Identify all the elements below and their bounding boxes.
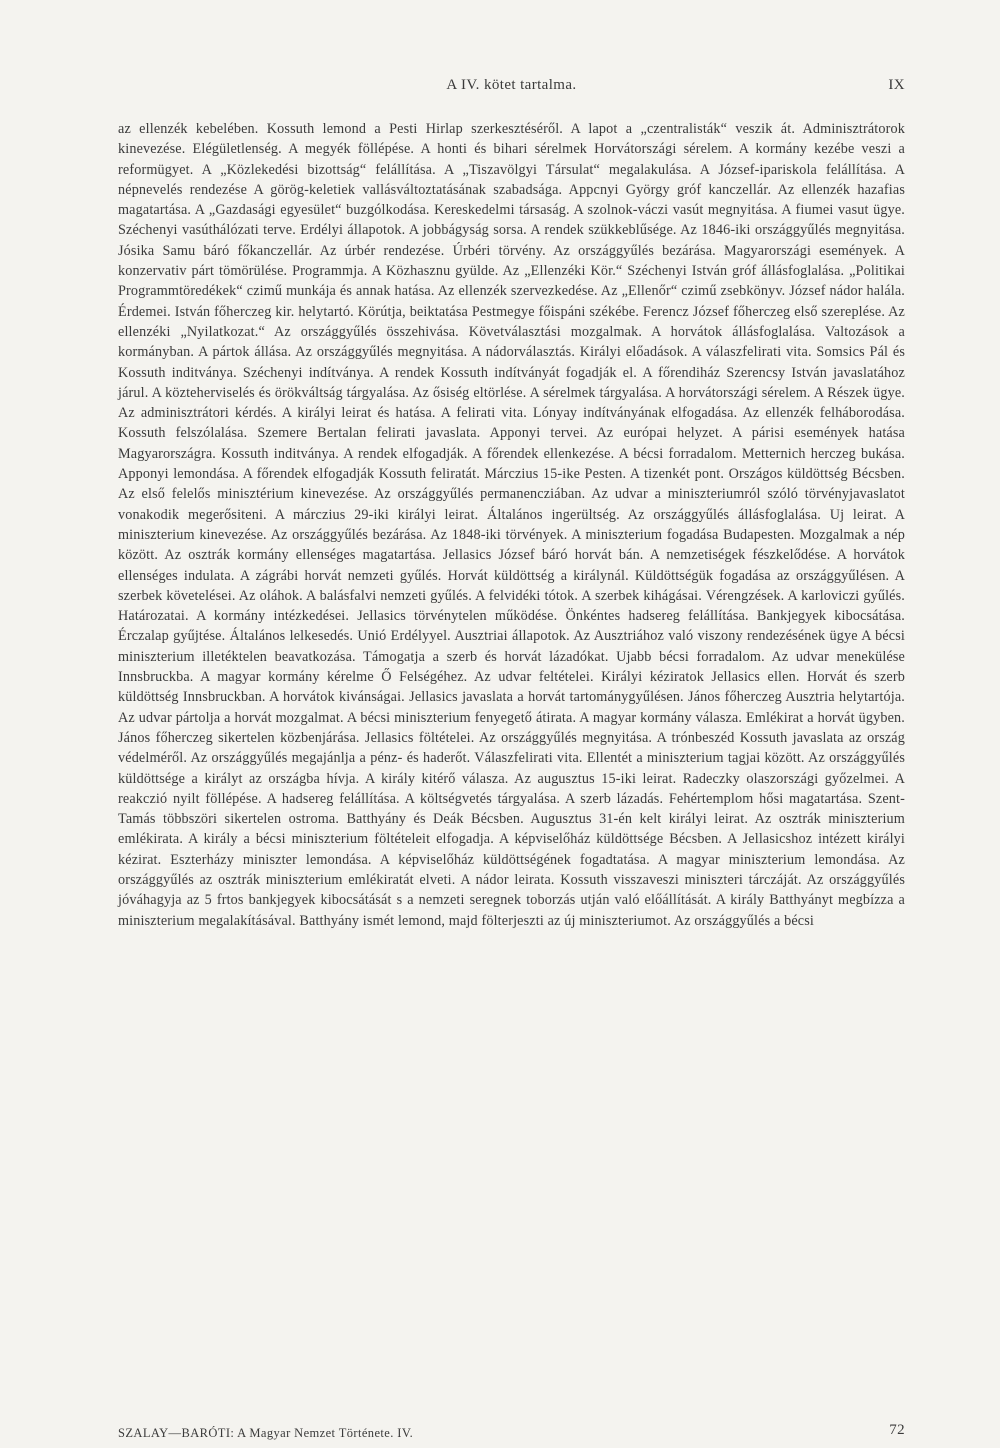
page-number: IX [888,77,905,93]
page-footer [118,1422,905,1448]
body-text: az ellenzék kebelében. Kossuth lemond a Pesti Hirlap szerkesztéséről. A lapot a „czentralisták“ veszik át. Adminisztrátorok kinevezése. Elégületlenség. A megyék föllépése. A honti és bihari sérelmek Horvátországi sérelem. A kormány kezébe veszi a reformügyet. A „Közlekedési bizottság“ felállítása. A „Tiszavölgyi Társulat“ megalakulása. A József-ipariskola felállítása. A népnevelés rendezése A görög-keletiek vallásváltoztatásának szabadsága. Appcnyi György gróf kanczellár. Az ellenzék hazafias magatartása. A „Gazdasági egyesület“ buzgólkodása. Kereskedelmi társaság. A szolnok-váczi vasút megnyitása. A fiumei vasut ügye. Széchenyi vasúthálózati terve. Erdélyi állapotok. A jobbágyság sorsa. A rendek szükkeblűsége. Az 1846-iki országgyűlés megnyitása. Jósika Samu báró főkanczellár. Az úrbér rendezése. Úrbéri törvény. Az országgyűlés bezárása. Magyarországi események. A konzervativ párt tömörülése. Programmja. A Közhasznu gyülde. Az „Ellenzéki Kör.“ Széchenyi István gróf állásfoglalása. „Politikai Programmtöredékek“ czimű munkája és annak hatása. Az ellenzék szervezkedése. Az „Ellenőr“ czimű zsebkönyv. József nádor halála. Érdemei. István főherczeg kir. helytartó. Körútja, beiktatása Pestmegye főispáni székébe. Ferencz József főherczeg első szereplése. Az ellenzéki „Nyilatkozat.“ Az országgyűlés összehivása. Követválasztási mozgalmak. A horvátok állásfoglalása. Valtozások a kormányban. A pártok állása. Az országgyűlés megnyitása. A nádorválasztás. Királyi előadások. A válaszfelirati vita. Somsics Pál és Kossuth inditványa. Széchenyi indítványa. A rendek Kossuth indítványát fogadják el. A főrendiház Szerencsy István javaslatához járul. A közteherviselés és örökváltság tárgyalása. Az ősiség eltörlése. A sérelmek tárgyalása. A horvátországi sérelem. A Részek ügye. Az adminisztrátori kérdés. A királyi leirat és hatása. A felirati vita. Lónyay indítványának elfogadása. Az ellenzék felháborodása. Kossuth felszólalása. Szemere Bertalan felirati javaslata. Apponyi tervei. Az európai helyzet. A párisi események hatása Magyarországra. Kossuth inditványa. A rendek elfogadják. A főrendek ellenkezése. A bécsi forradalom. Metternich herczeg bukása. Apponyi lemondása. A főrendek elfogadják Kossuth feliratát. Márczius 15-ike Pesten. A tizenkét pont. Országos küldöttség Bécsben. Az első felelős minisztérium kinevezése. Az országgyűlés permanencziában. Az udvar a miniszteriumról szóló törvényjavaslatot vonakodik megerősiteni. A márczius 29-iki királyi leirat. Általános ingerültség. Az országgyűlés állásfoglalása. Uj leirat. A miniszterium kinevezése. Az országgyűlés bezárása. Az 1848-iki törvények. A miniszterium fogadása Budapesten. Mozgalmak a nép között. Az osztrák kormány ellenséges magatartása. Jellasics József báró horvát bán. A nemzetiségek fészkelődése. A horvátok ellenséges indulata. A zágrábi horvát nemzeti gyűlés. Horvát küldöttség a királynál. Küldöttségük fogadása az országgyűlésen. A szerbek követelései. Az oláhok. A balásfalvi nemzeti gyűlés. A felvidéki tótok. A szerbek kihágásai. Vérengzések. A karloviczi gyűlés. Határozatai. A kormány intézkedései. Jellasics törvénytelen működése. Önkéntes hadsereg felállítása. Bankjegyek kibocsátása. Érczalap gyűjtése. Általános lelkesedés. Unió Erdélyyel. Ausztriai állapotok. Az Ausztriához való viszony rendezésének ügye A bécsi miniszterium illetéktelen beavatkozása. Támogatja a szerb és horvát lázadókat. Ujabb bécsi forradalom. Az udvar menekülése Innsbruckba. A magyar kormány kérelme Ő Felségéhez. Az udvar feltételei. Királyi kéziratok Jellasics ellen. Horvát és szerb küldöttség Innsbruckban. A horvátok kivánságai. Jellasics javaslata a horvát tartománygyűlésen. János főherczeg Ausztria helytartója. Az udvar pártolja a horvát mozgalmat. A bécsi miniszterium fenyegető átirata. A magyar kormány válasza. Emlékirat a horvát ügyben. János főherczeg sikertelen közbenjárása. Jellasics föltételei. Az országgyűlés megnyitása. A trónbeszéd Kossuth javaslata az ország védelméről. Az országgyűlés megajánlja a pénz- és haderőt. Válaszfelirati vita. Ellentét a miniszterium tagjai között. Az országgyűlés küldöttsége a királyt az országba hívja. A király kitérő válasza. Az augusztus 15-iki leirat. Radeczky olaszországi győzelmei. A reakczió nyilt föllépése. A hadsereg felállítása. A költségvetés tárgyalása. A szerb lázadás. Fehértemplom hősi magatartása. Szent-Tamás többszöri sikertelen ostroma. Batthyány és Deák Bécsben. Augusztus 31-én kelt királyi leirat. Az osztrák miniszterium emlékirata. A király a bécsi miniszterium föltételeit elfogadja. A képviselőház küldöttsége Bécsben. A Jellasicshoz intézett királyi kézirat. Eszterházy miniszter lemondása. A képviselőház küldöttségének fogadtatása. A magyar miniszterium lemondása. Az országgyűlés az osztrák miniszterium emlékiratát elveti. A nádor leirata. Kossuth visszaveszi miniszteri tárczáját. Az országgyűlés jóváhagyja az 5 frtos bankjegyek kibocsátását s a nemzeti seregnek toborzás utján való előállítását. A király Batthyányt megbízza a miniszterium megalakításával. Batthyány ismét lemond, majd fölterjeszti az új miniszteriumot. Az országgyűlés a bécsi [118,121,905,929]
sheet-number: 72 [889,1422,905,1438]
printer-signature: SZALAY—BARÓTI: A Magyar Nemzet Története. IV. [118,1426,414,1440]
header-title: A IV. kötet tartalma. [446,77,577,93]
running-header [118,77,905,99]
